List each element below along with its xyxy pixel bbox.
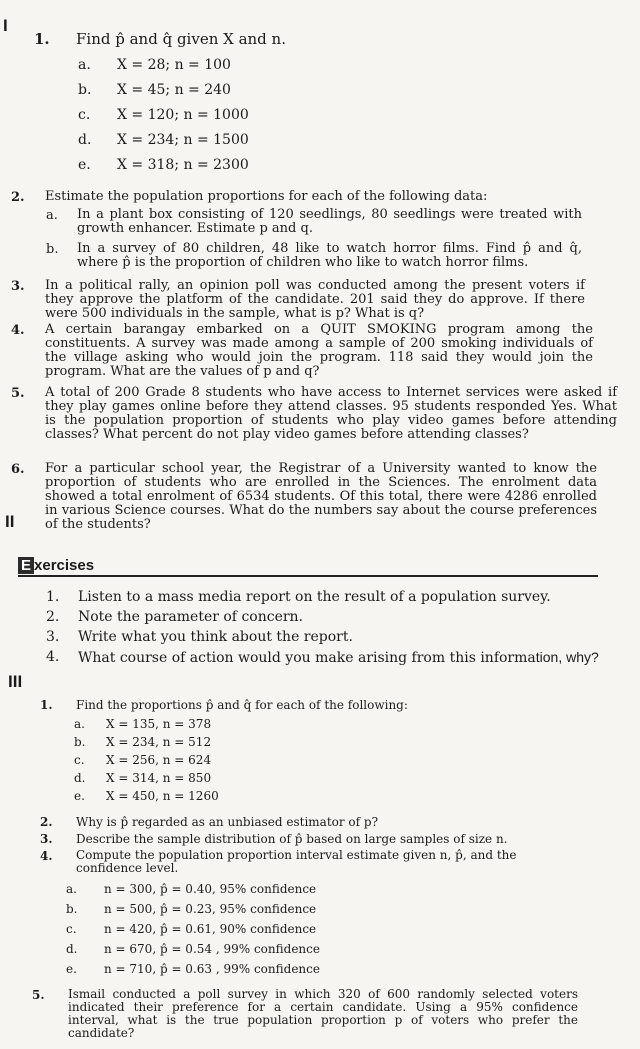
list-item: n = 670, p̂ = 0.54 , 99% confidence	[104, 942, 320, 956]
part1-number: 1.	[34, 30, 50, 48]
list-item: X = 256, n = 624	[106, 753, 212, 767]
list-item-letter: d.	[74, 771, 86, 785]
section-marker-i: I	[3, 16, 8, 35]
list-item-letter: d.	[66, 942, 78, 956]
p3-q3-number: 3.	[40, 832, 53, 846]
q3-number: 3.	[11, 279, 25, 294]
p3-q4-number: 4.	[40, 849, 53, 863]
list-item: X = 135, n = 378	[106, 717, 212, 731]
exercise-4-text: What course of action would you make arising from this informa	[78, 650, 536, 666]
exercises-divider	[18, 575, 598, 577]
exercises-heading	[18, 557, 94, 574]
list-item: X = 450, n = 1260	[106, 789, 219, 803]
list-item: n = 420, p̂ = 0.61, 90% confidence	[104, 922, 317, 936]
list-item-letter: c.	[74, 753, 85, 767]
list-item: Note the parameter of concern.	[78, 609, 304, 625]
list-item-letter: b.	[78, 82, 92, 98]
q2b-letter: b.	[46, 242, 59, 257]
p3-q5-text: Ismail conducted a poll survey in which 320 of 600 randomly selected voters indicated their preference for a certain candidate. Using a 95% confidence interval, what is the true population proportion p of voters who prefer the candidate?	[68, 987, 578, 1040]
p3-q4-text: Compute the population proportion interval estimate given n, p̂, and the confidence level.	[76, 848, 517, 875]
p3-q2-number: 2.	[40, 815, 53, 829]
p3-q1-text: Find the proportions p̂ and q̂ for each of the following:	[76, 698, 408, 712]
q5-number: 5.	[11, 386, 25, 401]
list-item-letter: c.	[78, 107, 91, 123]
q2b-text: In a survey of 80 children, 48 like to watch horror films. Find p̂ and q̂, where p̂ is the proportion of children who like to watch horror films.	[77, 241, 582, 270]
list-item: X = 318; n = 2300	[117, 157, 249, 173]
list-item: n = 500, p̂ = 0.23, 95% confidence	[104, 902, 317, 916]
list-item-letter: a.	[78, 57, 91, 73]
q4-text: A certain barangay embarked on a QUIT SMOKING program among the constituents. A survey was made among a sample of 200 smoking individuals of the village asking who would join the program. 118 said they would join the program. What are the values of p and q?	[45, 322, 593, 379]
list-item: Listen to a mass media report on the result of a population survey.	[78, 589, 551, 605]
p3-q2-text: Why is p̂ regarded as an unbiased estimator of p?	[76, 815, 379, 829]
q6-text: For a particular school year, the Registrar of a University wanted to know the proportion of students who are enrolled in the Sciences. The enrolment data showed a total enrolment of 6534 students. Of this total, there were 4286 enrolled in various Science courses. What do the numbers say about the course preferences of the students?	[45, 461, 597, 532]
list-item-number: 3.	[46, 629, 60, 645]
p3-q1-number: 1.	[40, 698, 53, 712]
q2-number: 2.	[11, 190, 25, 205]
list-item: X = 314, n = 850	[106, 771, 212, 785]
list-item-letter: d.	[78, 132, 92, 148]
list-item	[78, 649, 599, 666]
q2a-text: In a plant box consisting of 120 seedlings, 80 seedlings were treated with growth enhancer. Estimate p and q.	[77, 207, 582, 236]
list-item-letter: b.	[66, 902, 78, 916]
list-item-number: 4.	[46, 649, 60, 665]
p3-q5-number: 5.	[32, 988, 45, 1002]
list-item: X = 120; n = 1000	[117, 107, 249, 123]
p3-q3-text: Describe the sample distribution of p̂ based on large samples of size n.	[76, 832, 508, 846]
list-item: n = 710, p̂ = 0.63 , 99% confidence	[104, 962, 320, 976]
list-item-letter: e.	[78, 157, 91, 173]
list-item-letter: e.	[66, 962, 77, 976]
list-item: X = 45; n = 240	[117, 82, 231, 98]
exercises-heading-rest: xercises	[34, 557, 95, 574]
list-item-letter: a.	[74, 717, 85, 731]
list-item: X = 28; n = 100	[117, 57, 231, 73]
list-item-letter: b.	[74, 735, 86, 749]
list-item: n = 300, p̂ = 0.40, 95% confidence	[104, 882, 317, 896]
list-item: X = 234; n = 1500	[117, 132, 249, 148]
list-item-letter: a.	[66, 882, 77, 896]
q2-text: Estimate the population proportions for each of the following data:	[45, 189, 488, 204]
list-item: X = 234, n = 512	[106, 735, 212, 749]
list-item-number: 2.	[46, 609, 60, 625]
q4-number: 4.	[11, 323, 25, 338]
list-item-letter: c.	[66, 922, 77, 936]
q6-number: 6.	[11, 462, 25, 477]
section-marker-iii: III	[8, 672, 23, 691]
list-item: Write what you think about the report.	[78, 629, 353, 645]
q5-text: A total of 200 Grade 8 students who have access to Internet services were asked if they play games online before they attend classes. 95 students responded Yes. What is the population proportion of students who play video games before attending classes? What percent do not play video games before attending classes?	[45, 385, 617, 442]
exercises-heading-initial: E	[18, 557, 34, 574]
part1-title: Find p̂ and q̂ given X and n.	[76, 30, 286, 48]
list-item-number: 1.	[46, 589, 60, 605]
list-item-letter: e.	[74, 789, 85, 803]
q2a-letter: a.	[46, 208, 58, 223]
q3-text: In a political rally, an opinion poll was conducted among the present voters if they approve the platform of the candidate. 201 said they do approve. If there were 500 individuals in the sample, what is p? What is q?	[45, 278, 585, 321]
handwritten-note: tion, why?	[535, 649, 599, 665]
section-marker-ii: II	[5, 512, 15, 531]
